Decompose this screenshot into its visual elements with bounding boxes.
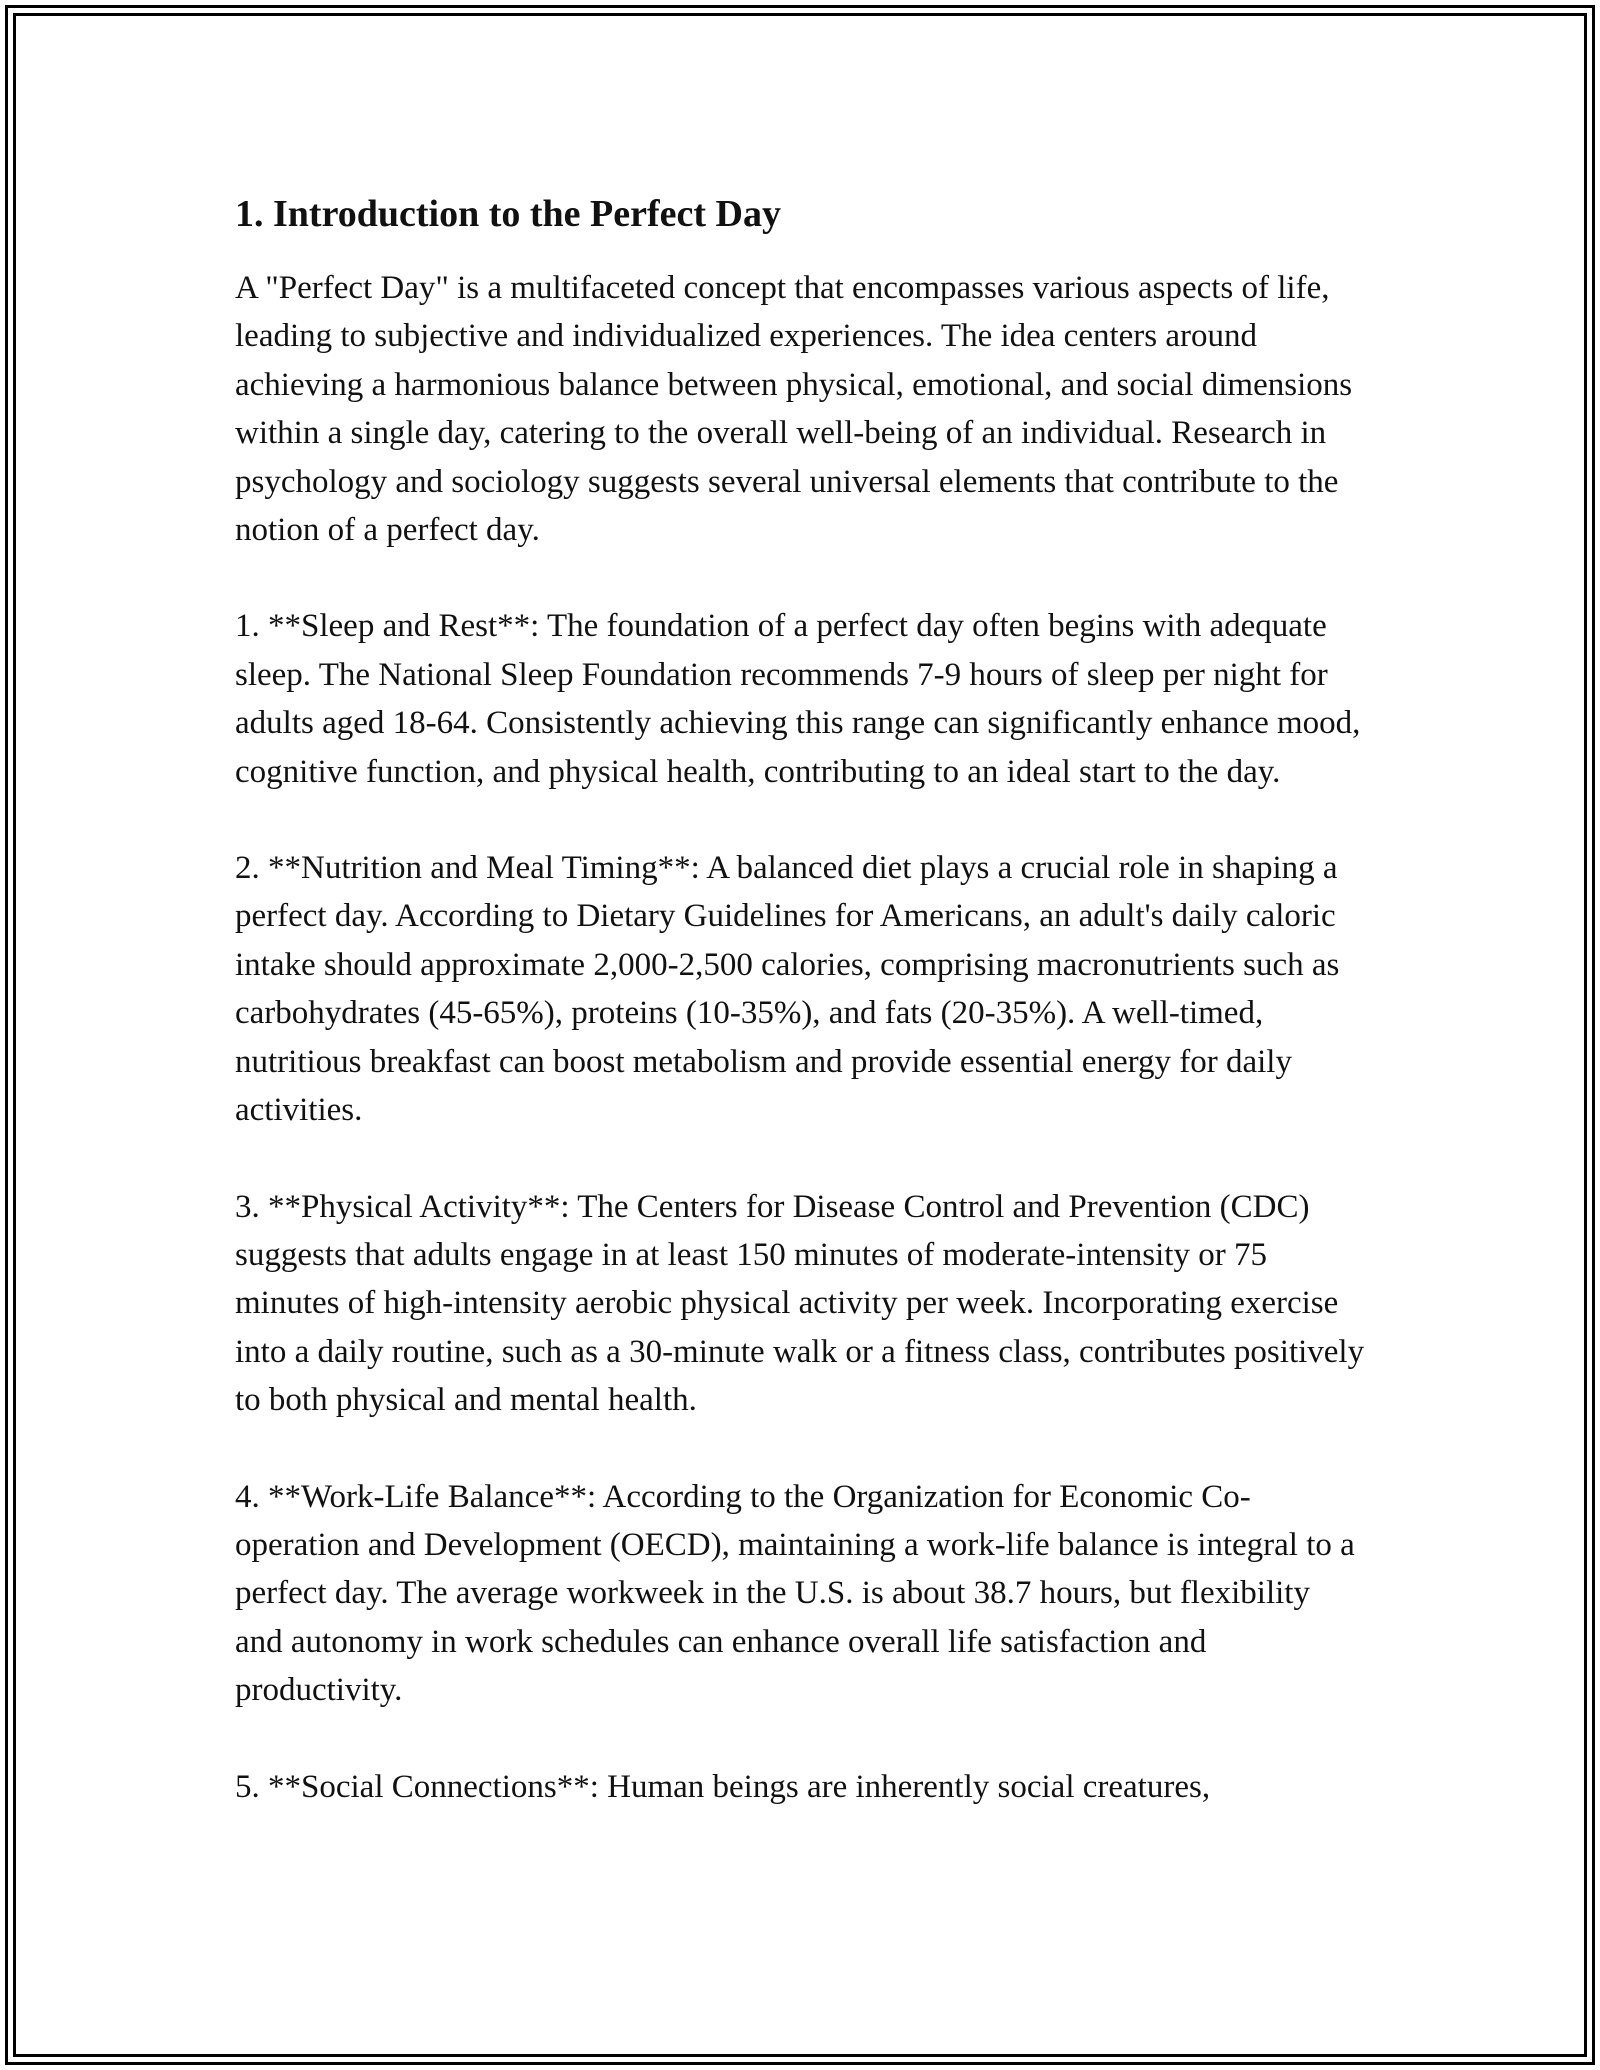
paragraph-work-life-balance: 4. **Work-Life Balance**: According to the Organization for Economic Co-operation and Development (OECD), maintaining a work-life balance is integral to a perfect day. The average workweek in the U.S. is about 38.7 hours, but flexibility and autonomy in work schedules can enhance overall life satisfaction and productivity. [235,1478,1355,1709]
paragraph-social-connections: 5. **Social Connections**: Human beings are inherently social creatures, [235,1768,1211,1805]
paragraph-sleep-and-rest: 1. **Sleep and Rest**: The foundation of a perfect day often begins with adequate sleep. The National Sleep Foundation recommends 7-9 hours of sleep per night for adults aged 18-64. Consistently achieving this range can significantly enhance mood, cognitive function, and physical health, contributing to an ideal start to the day. [235,608,1361,790]
section-heading: 1. Introduction to the Perfect Day [235,193,781,235]
paragraph-physical-activity: 3. **Physical Activity**: The Centers for Disease Control and Prevention (CDC) suggests that adults engage in at least 150 minutes of moderate-intensity or 75 minutes of high-intensity aerobic physical activity per week. Incorporating exercise into a daily routine, such as a 30-minute walk or a fitness class, contributes positively to both physical and mental health. [235,1188,1365,1419]
document-body [235,186,1365,1811]
intro-paragraph: A "Perfect Day" is a multifaceted concept that encompasses various aspects of life, leading to subjective and individualized experiences. The idea centers around achieving a harmonious balance between physical, emotional, and social dimensions within a single day, catering to the overall well-being of an individual. Research in psychology and sociology suggests several universal elements that contribute to the notion of a perfect day. [235,270,1353,549]
paragraph-nutrition: 2. **Nutrition and Meal Timing**: A balanced diet plays a crucial role in shaping a perfect day. According to Dietary Guidelines for Americans, an adult's daily caloric intake should approximate 2,000-2,500 calories, comprising macronutrients such as carbohydrates (45-65%), proteins (10-35%), and fats (20-35%). A well-timed, nutritious breakfast can boost metabolism and provide essential energy for daily activities. [235,850,1340,1129]
